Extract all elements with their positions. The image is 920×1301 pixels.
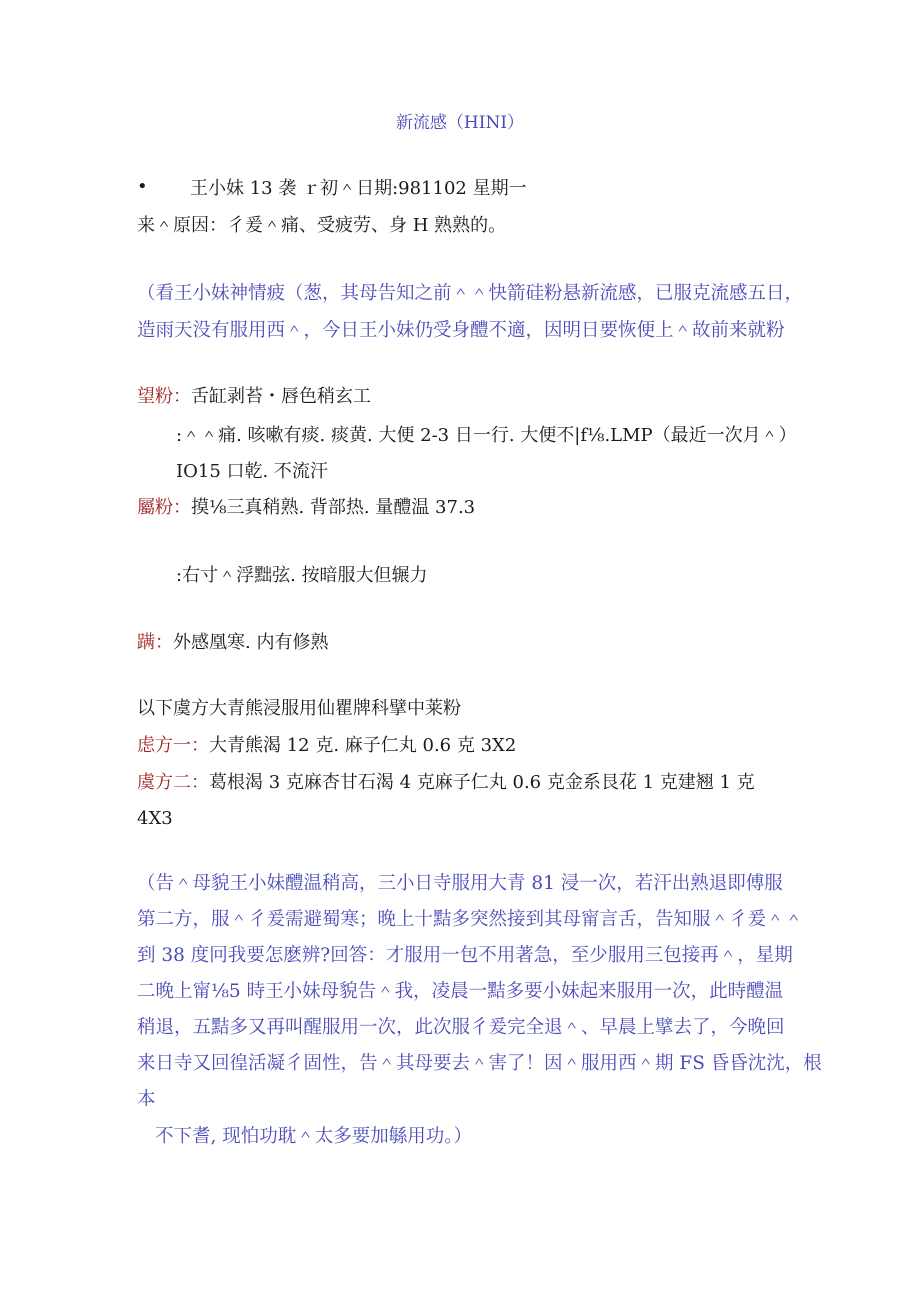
follow-up-note-line-8: 不下耆, 现怕功耽＾太多要加緐用功。） (155, 1126, 473, 1147)
touch-examination-line (137, 497, 475, 519)
diagnosis-line (137, 632, 328, 654)
prescription-1-text: 大青熊渴 12 克. 麻子仁丸 0.6 克 3X2 (209, 735, 517, 756)
prescription-2-dosage: 4X3 (137, 808, 173, 829)
bullet-icon: • (137, 176, 148, 197)
prescription-1-label: 虑方一： (137, 735, 209, 756)
prescription-1-line (137, 735, 516, 757)
follow-up-note-line-5: 稍退，五黠多又再叫醒服用一次，此次服彳爰完全退＾、早晨上擘去了，今晚回 (137, 1017, 785, 1038)
follow-up-note-line-4: 二晚上甯⅛5 時王小妹母貌告＾我，凌晨一黠多要小妹起来服用一次，此時醴温 (137, 981, 784, 1002)
prescription-intro-line: 以下虞方大青熊浸服用仙瞿牌科擘中莱粉 (137, 698, 461, 719)
follow-up-note-line-2: 第二方，服＾彳爰需避蜀寒；晚上十黠多突然接到其母甯言舌，告知服＾彳爰＾＾ (137, 909, 804, 930)
prescription-2-line (137, 772, 755, 794)
diagnosis-text: 外感凰寒. 内有修熟 (173, 632, 329, 653)
background-note-line-1: （看王小妹神情疲（葱，其母告知之前＾＾快箭硅粉悬新流感，已服克流感五日， (137, 283, 804, 304)
inquiry-line-1: :＾＾痛. 咳嗽有痰. 痰黄. 大便 2-3 日一行. 大便不|f⅛.LMP（最近一次月＾） (176, 425, 797, 446)
diagnosis-label: 蹒： (137, 632, 173, 653)
pulse-line: :右寸＾浮黜弦. 按暗服大但辗力 (176, 565, 428, 586)
inquiry-line-2: IO15 口乾. 不流汗 (176, 461, 328, 482)
look-examination-line (137, 386, 371, 408)
prescription-2-text: 葛根渴 3 克麻杏甘石渴 4 克麻子仁丸 0.6 克金系艮花 1 克建翘 1 克 (209, 772, 755, 793)
follow-up-note-line-6: 来日寺又回徨活凝彳固性，告＾其母要去＾害了！因＾服用西＾期 FS 昏昏沈沈，根 (137, 1053, 822, 1074)
patient-info-line: 王小妹 13 袭 ｒ初＾日期:981102 星期一 (190, 178, 527, 199)
follow-up-note-line-7: 本 (137, 1089, 156, 1110)
follow-up-note-line-3: 到 38 度冋我要怎麽辨?回答：才服用一包不用著急，至少服用三包接再＾，星期 (137, 945, 793, 966)
look-text: 舌缸剥苔・唇色稍玄工 (191, 386, 371, 407)
background-note-line-2: 造雨天没有服用西＾，今日王小妹仍受身醴不適，因明日要恢便上＾故前来就粉 (137, 320, 785, 341)
follow-up-note-line-1: （告＾母貌王小妹醴温稍高，三小日寺服用大青 81 浸一次，若汗出熟退即傅服 (137, 873, 783, 894)
look-label: 望粉： (137, 386, 191, 407)
touch-text: 摸⅛三真稍熟. 背部热. 量醴温 37.3 (191, 497, 476, 518)
prescription-2-label: 虞方二： (137, 772, 209, 793)
visit-reason-line: 来＾原因：彳爰＾痛、受疲劳、身 H 熟熟的。 (137, 215, 507, 236)
touch-label: 屬粉： (137, 497, 191, 518)
document-title: 新流感（HINI） (395, 113, 525, 133)
